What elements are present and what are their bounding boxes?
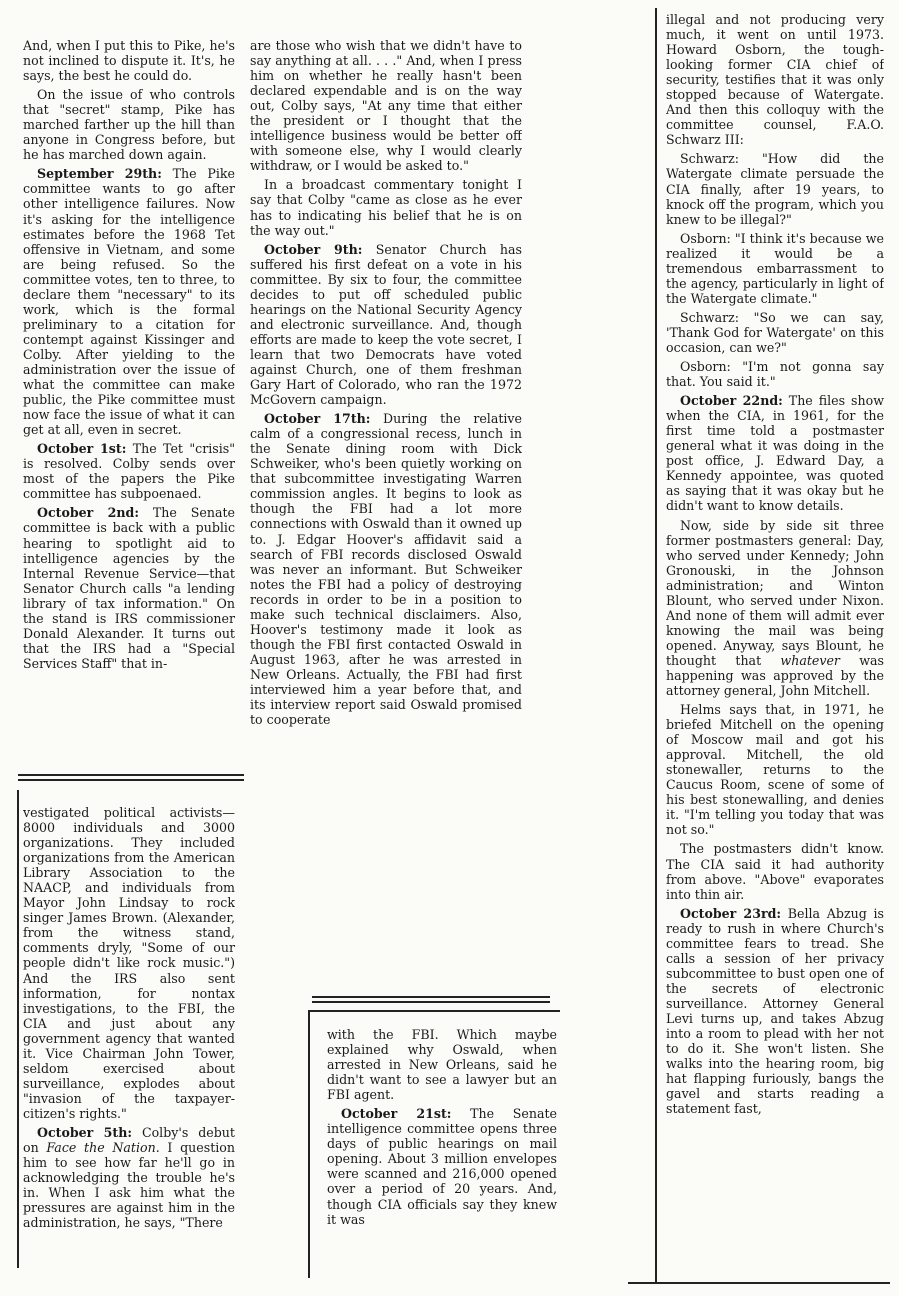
- paragraph-text: Helms says that, in 1971, he briefed Mitchell on the opening of Moscow mail and got his approval. Mitchell, the old stonewaller, returns to the Caucus Room, scene of some of his best stonewalling, and denies it. "I'm telling you today that was not so.": [666, 702, 884, 838]
- entry-date: October 21st:: [341, 1106, 452, 1122]
- entry-date: October 22nd:: [680, 393, 783, 409]
- text-paragraph: [666, 231, 884, 306]
- text-paragraph: [666, 310, 884, 355]
- paragraph-text: with the FBI. Which maybe explained why Oswald, when arrested in New Orleans, said he didn't want to see a lawyer but an FBI agent.: [327, 1027, 557, 1103]
- dated-entry-paragraph: [666, 393, 884, 513]
- paragraph-text-after: I question him to see how far he'll go in acknowledging the trouble he's in. When I ask him what the pressures are against him in the administration, he says, "There: [23, 1140, 235, 1231]
- paragraph-text: Bella Abzug is ready to rush in where Church's committee fears to tread. She calls a session of her privacy subcommittee to bust open one of the secrets of electronic surveillance. Attorney General Levi turns up, and takes Abzug into a room to plead with her not to do it. She won't listen. She walks into the hearing room, big hat flapping furiously, bangs the gavel and starts reading a statement fast,: [666, 905, 884, 1117]
- entry-date: October 17th:: [264, 411, 371, 427]
- column-2-bottom-top-border: [308, 1010, 560, 1012]
- paragraph-text: The Pike committee wants to go after other intelligence failures. Now it's asking for the intelligence estimates before the 1968 Tet offensive in Vietnam, and some are being refused. So the committee votes, ten to three, to declare them "necessary" to its work, which is the formal preliminary to a citation for contempt against Kissinger and Colby. After yielding to the administration over the issue of what the committee can make public, the Pike committee must now face the issue of what it can get at all, even in secret.: [23, 166, 235, 438]
- column-2-divider-rule: [312, 996, 550, 1003]
- text-paragraph: [666, 151, 884, 226]
- text-paragraph: [666, 702, 884, 837]
- entry-date: October 23rd:: [680, 905, 782, 921]
- paragraph-text: Schwarz: "So we can say, 'Thank God for Watergate' on this occasion, can we?": [666, 309, 884, 355]
- text-paragraph: [666, 359, 884, 389]
- dated-entry-paragraph: [23, 166, 235, 437]
- column-1-bottom: [23, 805, 235, 1267]
- dated-entry-paragraph: [250, 411, 522, 727]
- entry-date: October 1st:: [37, 441, 127, 457]
- dated-entry-paragraph: [250, 242, 522, 408]
- paragraph-text: Colby's debut on: [23, 1124, 235, 1156]
- paragraph-text: Now, side by side sit three former postmasters general: Day, who served under Kennedy; John Gronouski, in the Johnson administration; and Winton Blount, who served under Nixon. And none of them will admit ever knowing the mail was being opened. Anyway, says Blount, he thought that: [666, 517, 884, 668]
- paragraph-text: Schwarz: "How did the Watergate climate persuade the CIA finally, after 19 years, to knock off the program, which you knew to be illegal?": [666, 151, 884, 227]
- paragraph-text: The Senate committee is back with a public hearing to spotlight aid to intelligence agencies by the Internal Revenue Service—that Senator Church calls "a lending library of tax information." On the stand is IRS commissioner Donald Alexander. It turns out that the IRS had a "Special Services Staff" that in-: [23, 505, 235, 671]
- dated-entry-paragraph: [327, 1106, 557, 1226]
- column-2-bottom: [327, 1027, 557, 1267]
- column-1-bottom-left-border: [17, 790, 19, 1268]
- paragraph-text: On the issue of who controls that "secret" stamp, Pike has marched farther up the hill than anyone in Congress before, but he has marched down again.: [23, 87, 235, 163]
- paragraph-text: In a broadcast commentary tonight I say that Colby "came as close as he ever has to indicating his belief that he is on the way out.": [250, 177, 522, 238]
- italic-text: Face the Nation.: [46, 1140, 160, 1156]
- text-paragraph: [666, 841, 884, 901]
- paragraph-text: The postmasters didn't know. The CIA said it had authority from above. "Above" evaporates into thin air.: [666, 841, 884, 902]
- entry-date: October 2nd:: [37, 505, 139, 521]
- paragraph-text: The files show when the CIA, in 1961, for the first time told a postmaster general what it was doing in the post office, J. Edward Day, a Kennedy appointee, was quoted as saying that it was okay but he didn't want to know details.: [666, 393, 884, 514]
- column-1-top: [23, 38, 235, 763]
- paragraph-text: are those who wish that we didn't have to say anything at all. . . ." And, when I press him on whether he really hasn't been declared expendable and is on the way out, Colby says, "At any time that either the president or I thought that the intelligence business would be better off with someone else, why I would clearly withdraw, or I would be asked to.": [250, 38, 522, 174]
- entry-date: October 9th:: [264, 241, 363, 257]
- column-1-divider-rule: [18, 774, 244, 781]
- text-paragraph: [250, 177, 522, 237]
- text-paragraph: [327, 1027, 557, 1102]
- text-paragraph: [250, 38, 522, 173]
- dated-entry-paragraph: [23, 1125, 235, 1230]
- italic-text: whatever: [780, 652, 840, 668]
- paragraph-text: The Tet "crisis" is resolved. Colby sends over most of the papers the Pike committee has subpoenaed.: [23, 441, 235, 502]
- paragraph-text-after: was happening was approved by the attorney general, John Mitchell.: [666, 652, 884, 699]
- text-paragraph: [23, 38, 235, 83]
- column-3-left-border: [655, 8, 657, 1284]
- dated-entry-paragraph: [23, 441, 235, 501]
- dated-entry-paragraph: [666, 906, 884, 1117]
- text-paragraph: [666, 518, 884, 699]
- paragraph-text: During the relative calm of a congressional recess, lunch in the Senate dining room with Dick Schweiker, who's been quietly working on that subcommittee investigating Warren commission angles. It begins to look as though the FBI had a lot more connections with Oswald than it owned up to. J. Edgar Hoover's affidavit said a search of FBI records disclosed Oswald was never an informant. But Schweiker notes the FBI had a policy of destroying records in order to be in a position to make such technical disclaimers. Also, Hoover's testimony made it look as though the FBI first contacted Oswald in August 1963, after he was arrested in New Orleans. Actually, the FBI had first interviewed him a year before that, and its interview report said Oswald promised to cooperate: [250, 411, 522, 728]
- text-paragraph: [666, 12, 884, 147]
- paragraph-text: vestigated political activists—8000 individuals and 3000 organizations. They included organizations from the American Library Association to the NAACP, and individuals from Mayor John Lindsay to rock singer James Brown. (Alexander, from the witness stand, comments dryly, "Some of our people didn't like rock music.") And the IRS also sent information, for nontax investigations, to the FBI, the CIA and just about any government agency that wanted it. Vice Chairman John Tower, seldom exercised about surveillance, explodes about "invasion of the taxpayer-citizen's rights.": [23, 805, 235, 1121]
- entry-date: October 5th:: [37, 1124, 133, 1140]
- paragraph-text: Osborn: "I'm not gonna say that. You said it.": [666, 359, 884, 390]
- text-paragraph: [23, 805, 235, 1121]
- entry-date: September 29th:: [37, 166, 162, 182]
- text-paragraph: [23, 87, 235, 162]
- dated-entry-paragraph: [23, 505, 235, 671]
- paragraph-text: Osborn: "I think it's because we realized it would be a tremendous embarrassment to the agency, particularly in light of the Watergate climate.": [666, 230, 884, 306]
- paragraph-text: Senator Church has suffered his first defeat on a vote in his committee. By six to four, the committee decides to put off scheduled public hearings on the National Security Agency and electronic surveillance. And, though efforts are made to keep the vote secret, I learn that two Democrats have voted against Church, one of them freshman Gary Hart of Colorado, who ran the 1972 McGovern campaign.: [250, 241, 522, 408]
- column-2-top: [250, 38, 522, 988]
- paragraph-text: illegal and not producing very much, it went on until 1973. Howard Osborn, the tough-looking former CIA chief of security, testifies that it was only stopped because of Watergate. And then this colloquy with the committee counsel, F.A.O. Schwarz III:: [666, 12, 884, 148]
- column-2-bottom-left-border: [308, 1010, 310, 1278]
- column-3: [666, 12, 884, 1274]
- column-3-bottom-border: [628, 1282, 890, 1284]
- paragraph-text: The Senate intelligence committee opens three days of public hearings on mail opening. About 3 million envelopes were scanned and 216,000 opened over a period of 20 years. And, though CIA officials say they knew it was: [327, 1106, 557, 1227]
- paragraph-text: And, when I put this to Pike, he's not inclined to dispute it. It's, he says, the best he could do.: [23, 38, 235, 84]
